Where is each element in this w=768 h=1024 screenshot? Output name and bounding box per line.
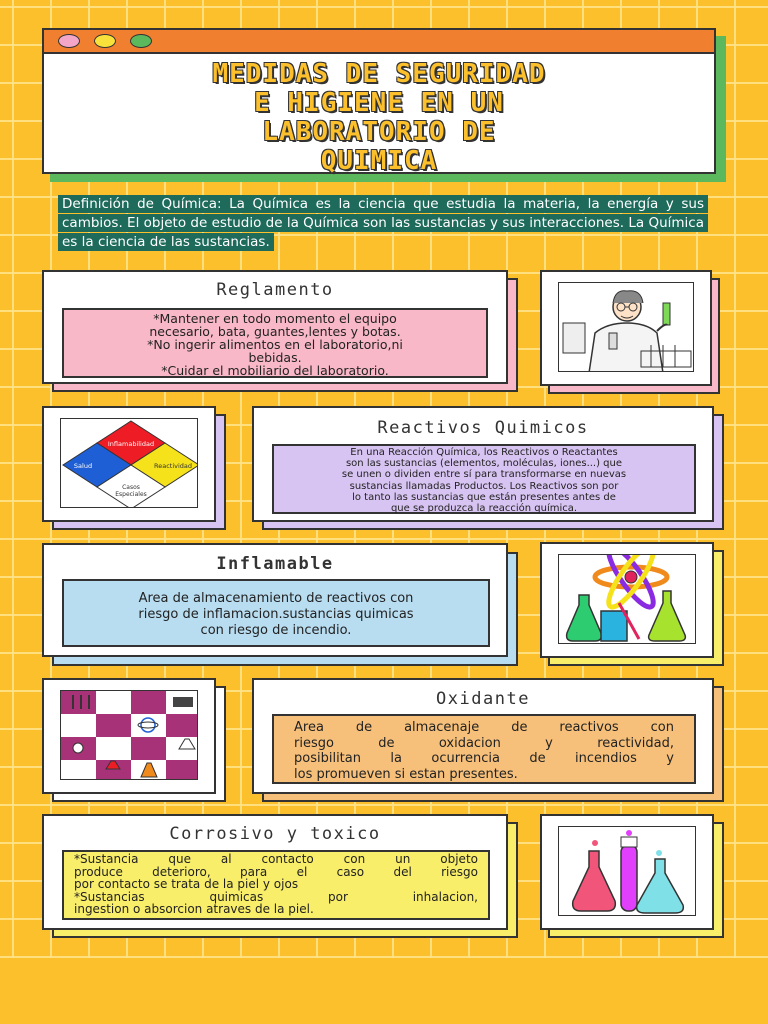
header-window	[42, 28, 716, 174]
atom-flasks-illustration	[559, 555, 696, 644]
text-line: necesario, bata, guantes,lentes y botas.	[149, 324, 401, 339]
diamond-label-top: Inflamabilidad	[107, 440, 155, 448]
text-line: *Sustancias quimicas por inhalacion,	[74, 889, 478, 904]
oxidante-text-box	[272, 714, 696, 784]
scientist-card	[540, 270, 712, 386]
section-title: Reglamento	[216, 280, 334, 300]
text-line: sustancias llamadas Productos. Los Reactivos son por	[349, 480, 619, 492]
window-dot-green	[130, 34, 152, 48]
reglamento-text-box	[62, 308, 488, 378]
text-line: *Mantener en todo momento el equipo	[153, 311, 397, 326]
text-line: posibilitan la ocurrencia de incendios y	[294, 751, 674, 766]
text-line: que se produzca la reacción química.	[390, 503, 578, 515]
text-line: se unen o dividen entre sí para transformarse en nuevas	[341, 469, 627, 481]
page-title	[44, 60, 714, 176]
window-titlebar	[44, 30, 714, 54]
atom-flasks-image	[558, 554, 696, 644]
title-line: E HIGIENE EN UN	[254, 88, 504, 118]
text-line: riesgo de inflamacion.sustancias quimicas	[138, 607, 414, 622]
definition-text: Definición de Química: La Química es la ciencia que estudia la materia, la energía y sus cambios. El objeto de estudio de la Química son las sustancias y sus interacciones. La Química es la ciencia de las sustancias.	[58, 195, 708, 251]
inflamable-card	[42, 543, 508, 657]
reglamento-card	[42, 270, 508, 384]
diamond-label-right: Reactividad	[153, 462, 193, 470]
diamond-label-bottom-2: Especiales	[115, 491, 147, 498]
inflamable-text-box	[62, 579, 490, 647]
text-line: *No ingerir alimentos en el laboratorio,ni	[147, 337, 403, 352]
section-title: Oxidante	[436, 689, 530, 709]
text-line: produce deterioro, para el caso del riesgo	[74, 864, 478, 879]
text-line: con riesgo de incendio.	[200, 623, 352, 638]
oxidante-card	[252, 678, 714, 794]
lab-icons-grid	[60, 690, 198, 780]
section-title: Inflamable	[216, 554, 334, 574]
title-line: LABORATORIO DE	[262, 117, 496, 147]
text-line: *Cuidar el mobiliario del laboratorio.	[161, 363, 389, 378]
text-line: los promueven si estan presentes.	[294, 766, 518, 782]
corrosivo-text-box	[62, 850, 490, 920]
text-line: lo tanto las sustancias que están presentes antes de	[352, 491, 616, 503]
bottom-band	[0, 958, 768, 1024]
text-line: En una Reacción Química, los Reactivos o Reactantes	[350, 447, 618, 458]
text-line: *Sustancia que al contacto con un objeto	[74, 852, 478, 866]
window-dot-pink	[58, 34, 80, 48]
nfpa-diamond-image	[60, 418, 198, 508]
reactivos-card	[252, 406, 714, 522]
scientist-illustration	[559, 283, 694, 372]
window-dot-yellow	[94, 34, 116, 48]
text-line: ingestion o absorcion atraves de la piel.	[74, 902, 314, 917]
text-line: bebidas.	[248, 350, 302, 365]
scientist-image	[558, 282, 694, 372]
lab-icons-illustration	[61, 691, 198, 780]
definition-block	[58, 194, 708, 251]
text-line: Area de almacenaje de reactivos con	[294, 720, 674, 735]
title-line: QUIMICA	[320, 146, 438, 176]
text-line: por contacto se trata de la piel y ojos	[74, 877, 299, 892]
nfpa-diamond-icon	[61, 419, 198, 508]
text-line: Area de almacenamiento de reactivos con	[138, 591, 414, 606]
section-title: Reactivos Quimicos	[377, 418, 589, 438]
section-title: Corrosivo y toxico	[169, 824, 381, 844]
title-line: MEDIDAS DE SEGURIDAD	[212, 59, 546, 89]
icons-card	[42, 678, 216, 794]
reactivos-text-box	[272, 444, 696, 514]
flasks-card	[540, 814, 714, 930]
diamond-card	[42, 406, 216, 522]
atom-card	[540, 542, 714, 658]
flasks-illustration	[559, 827, 696, 916]
text-line: riesgo de oxidacion y reactividad,	[294, 735, 674, 751]
corrosivo-card	[42, 814, 508, 930]
flasks-image	[558, 826, 696, 916]
diamond-label-bottom-1: Casos	[122, 484, 140, 491]
diamond-label-left: Salud	[73, 462, 93, 470]
text-line: son las sustancias (elementos, moléculas, iones...) que	[345, 458, 623, 470]
